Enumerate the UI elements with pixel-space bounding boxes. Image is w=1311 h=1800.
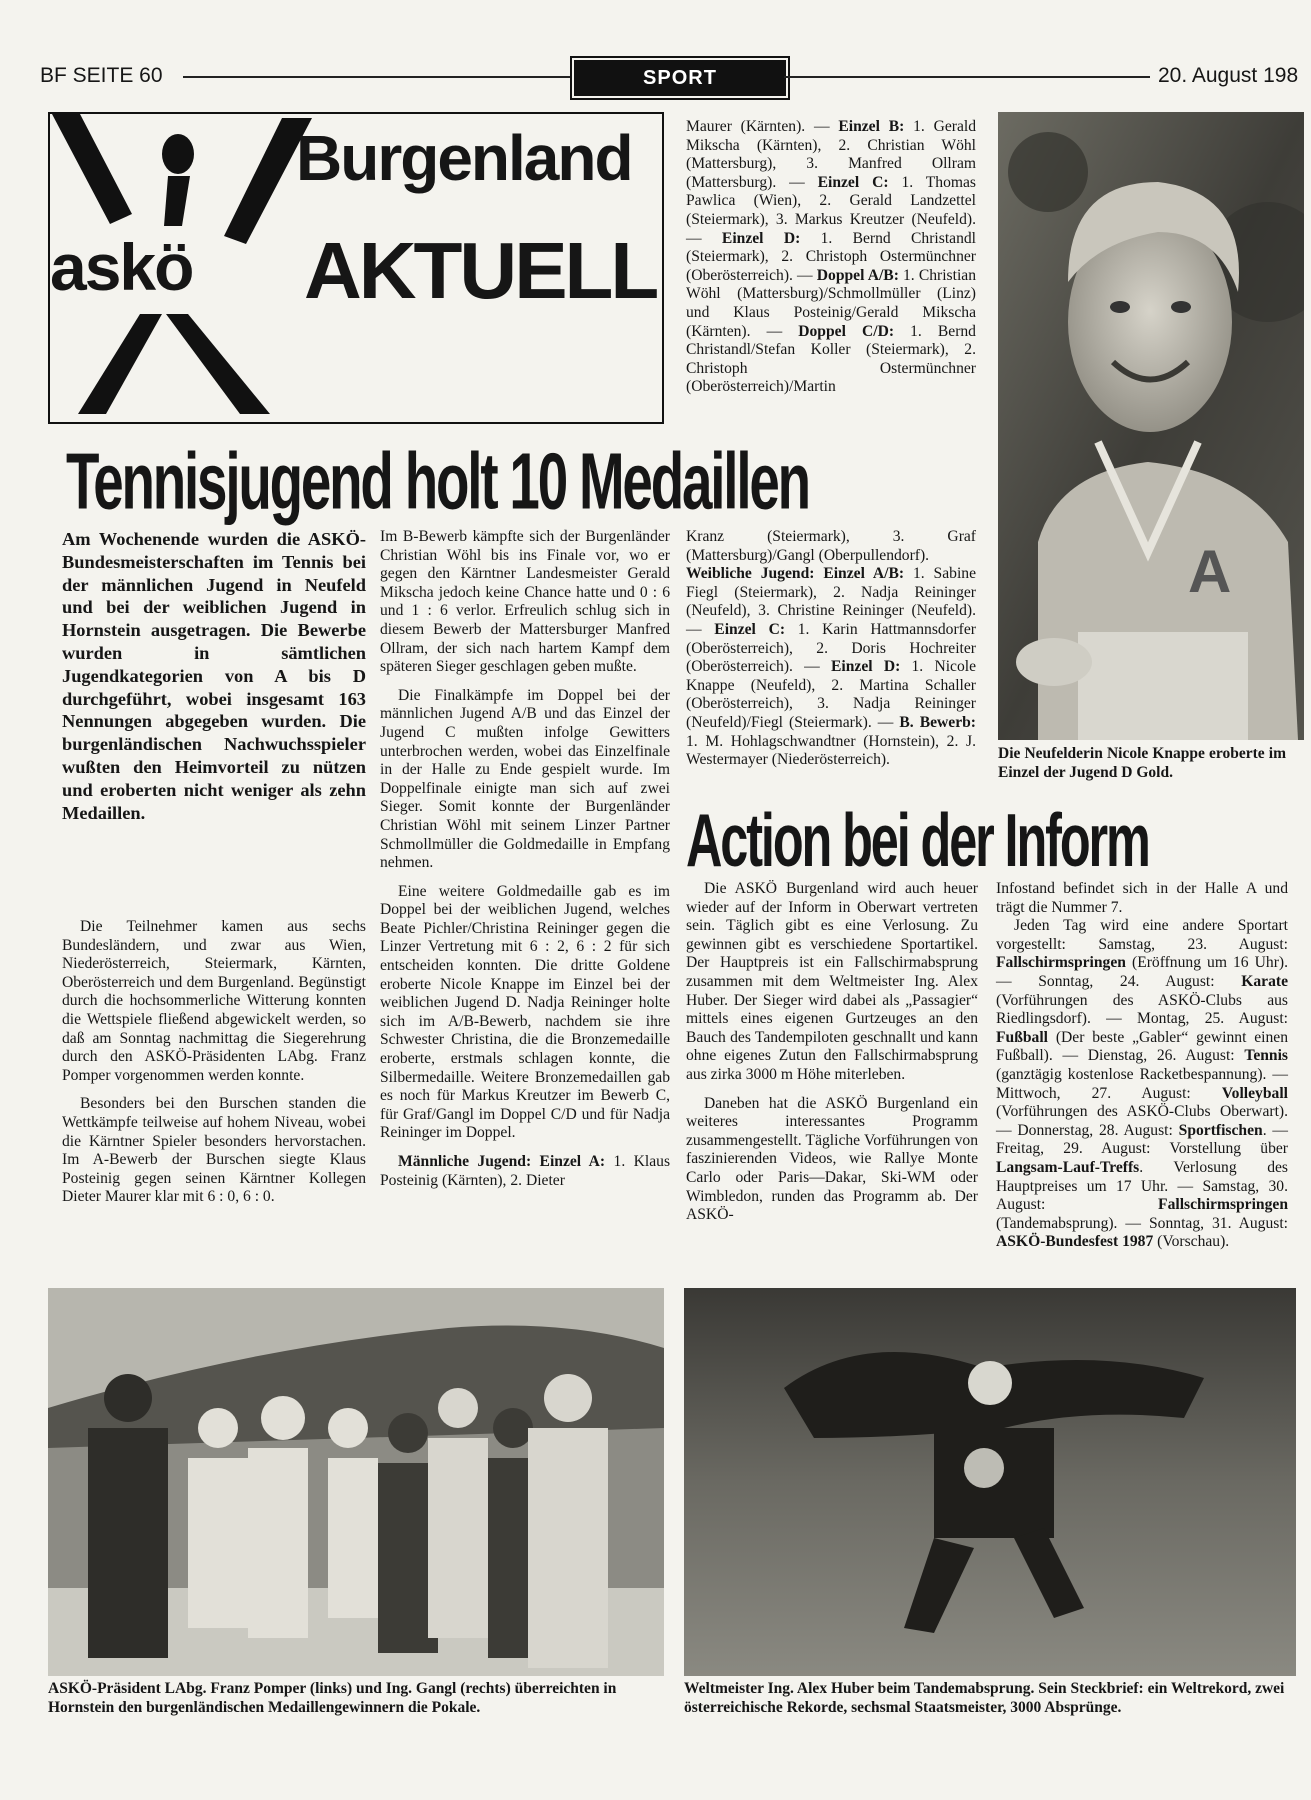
result-text: Jeden Tag wird eine andere Sportart vorgestellt: Samstag, 23. August: <box>996 917 1288 953</box>
result-label: Weibliche Jugend: Einzel A/B: <box>686 565 905 583</box>
tennis-col1 <box>62 918 366 1217</box>
result-label: ASKÖ-Bundesfest 1987 <box>996 1233 1154 1251</box>
result-text: Kranz (Steiermark), 3. Graf (Mattersburg)/Gangl (Oberpullendorf). <box>686 528 976 564</box>
result-label: Einzel C: <box>714 620 786 638</box>
result-label: Fallschirmspringen <box>1158 1196 1288 1214</box>
tennis-headline: Tennisjugend holt 10 Medaillen <box>66 436 809 527</box>
group-photo-image <box>48 1288 664 1676</box>
result-text: (Der beste „Gabler“ gewinnt einen Fußball). — Dienstag, 26. August: <box>996 1028 1288 1065</box>
inform-col2-intro: Infostand befindet sich in der Halle A und trägt die Nummer 7. <box>996 880 1288 916</box>
inform-schedule <box>996 917 1288 1252</box>
result-text: 1. M. Hohlagschwandtner (Hornstein), 2. J. Westermayer (Niederösterreich). <box>686 732 976 769</box>
inform-col1 <box>686 880 978 1235</box>
tennis-col2 <box>380 528 670 1190</box>
group-caption: ASKÖ-Präsident LAbg. Franz Pomper (links) und Ing. Gangl (rechts) überreichten in Hornstein den burgenländischen Medaillengewinnern die Pokale. <box>48 1680 617 1716</box>
result-text: (Vorführungen des ASKÖ-Clubs aus Riedlingsdorf). — Montag, 25. August: <box>996 991 1288 1028</box>
tennis-col2-para: Im B-Bewerb kämpfte sich der Burgenländer Christian Wöhl bis ins Finale vor, wo er gegen den Kärntner Landesmeister Gerald Mikscha jedoch keine Chance hatte und 0 : 6 und 1 : 6 verlor. Erfreulich schlug sich in diesem Bewerb der Mattersburger Manfred Ollram, der sich nach hartem Kampf dem späteren Sieger geschlagen geben mußte. <box>380 528 670 676</box>
result-label: Sportfischen <box>1178 1121 1263 1139</box>
tennis-col2-para: Eine weitere Goldmedaille gab es im Doppel bei der weiblichen Jugend, welches Beate Pichler/Christina Reininger gegen die Linzer Vertretung mit 6 : 2, 6 : 2 für sich entscheiden konnten. Die dritte Goldene eroberte Nicole Knappe im Einzel bei der weiblichen Jugend D. Nadja Reininger holte sich im A/B-Bewerb, nachdem sie ihre Schwester Christina, die die Bronzemedaille eroberte, erstmals schlagen konnte, die Silbermedaille. Weitere Bronzemedaillen gab es noch für Markus Kreutzer im Bewerb C, für Graf/Gangl im Doppel C/D und für Nadja Reininger im Doppel. <box>380 882 670 1142</box>
men-results-text: 1. Klaus Posteinig (Kärnten), 2. Dieter <box>380 1153 671 1189</box>
tennis-lead: Am Wochenende wurden die ASKÖ-Bundesmeisterschaften im Tennis bei der männlichen Jugend in Neufeld und bei der weiblichen Jugend in Hornstein ausgetragen. Die Bewerbe wurden in sämtlichen Jugendkategorien von A bis D durchgeführt, wobei insgesamt 163 Nennungen abgegeben wurden. Die burgenländischen Nachwuchsspieler wußten den Heimvorteil zu nützen und eroberten nicht weniger als zehn Medaillen. <box>62 529 366 823</box>
logo-aktuell: AKTUELL <box>304 226 657 315</box>
result-label: Einzel D: <box>831 658 901 676</box>
inform-col2 <box>996 880 1288 1252</box>
issue-date: 20. August 198 <box>1158 64 1299 87</box>
tennis-col3-results <box>686 528 976 770</box>
page-folio: BF SEITE 60 <box>40 64 163 87</box>
group-photo <box>48 1288 664 1676</box>
result-text: 1. Thomas Pawlica (Wien), 2. Gerald Landzettel (Steiermark), 3. Markus Kreutzer (Neufeld). — <box>686 173 976 247</box>
result-label: Doppel A/B: <box>816 266 899 284</box>
logo-burgenland: Burgenland <box>296 122 632 194</box>
skydive-photo <box>684 1288 1296 1676</box>
result-label: Langsam-Lauf-Treffs <box>996 1158 1140 1176</box>
result-text: 1. Christian Wöhl (Mattersburg)/Schmollmüller (Linz) und Klaus Posteinig/Gerald Mikscha (Kärnten). — <box>686 266 977 340</box>
result-label: Fußball <box>996 1028 1049 1046</box>
result-text: 1. Bernd Christandl (Steiermark), 2. Christoph Ostermünchner (Oberösterreich). — <box>686 229 976 284</box>
section-label: SPORT <box>574 60 786 96</box>
portrait-photo <box>998 112 1304 740</box>
result-text: (Tandemabsprung). — Sonntag, 31. August: <box>996 1214 1288 1232</box>
portrait-photo-image <box>998 112 1304 740</box>
asko-wordmark: askö <box>50 230 193 304</box>
skydive-photo-image <box>684 1288 1296 1676</box>
result-label: Fallschirmspringen <box>996 954 1126 972</box>
result-text: (Vorschau). <box>1153 1233 1230 1251</box>
result-label: Einzel C: <box>817 173 889 191</box>
portrait-caption: Die Neufelderin Nicole Knappe eroberte im Einzel der Jugend D Gold. <box>998 745 1286 781</box>
result-text: . Verlosung des Hauptpreises um 17 Uhr. — Samstag, 30. August: <box>996 1158 1288 1214</box>
tennis-col1-para: Die Teilnehmer kamen aus sechs Bundesländern, und zwar aus Wien, Niederösterreich, Steiermark, Kärnten, Oberösterreich und dem Burgenland. Begünstigt durch die hochsommerliche Witterung konnten die Wettspiele fließend abgewickelt werden, so daß am Sonntag nachmittag die Siegerehrung durch den ASKÖ-Präsidenten LAbg. Franz Pomper vorgenommen werden konnte. <box>62 918 366 1084</box>
result-text: (ganztägig kostenlose Racketbespannung). — Mittwoch, 27. August: <box>996 1065 1288 1102</box>
header-rule-right <box>784 76 1150 78</box>
skydive-caption: Weltmeister Ing. Alex Huber beim Tandemabsprung. Sein Steckbrief: ein Weltrekord, zwei österreichische Rekorde, sechsmal Staatsmeister, 3000 Absprünge. <box>684 1680 1285 1716</box>
result-text: 1. Sabine Fiegl (Steiermark), 2. Nadja Reininger (Neufeld), 3. Christine Reininger (Neufeld). — <box>686 565 976 638</box>
result-label: Karate <box>1241 972 1288 990</box>
result-label: Tennis <box>1244 1047 1288 1065</box>
result-label: Volleyball <box>1221 1084 1288 1102</box>
tennis-col2-para: Die Finalkämpfe im Doppel bei der männlichen Jugend A/B und das Einzel der Jugend C mußten infolge Gewitters unterbrochen werden, wobei das Einzelfinale in der Halle zu Ende gespielt wurde. Im Doppelfinale einigte man sich auf zwei Sieger. Somit konnte der Burgenländer Christian Wöhl mit seinem Linzer Partner Schmollmüller die Goldmedaille in Empfang nehmen. <box>380 686 670 872</box>
result-text: (Eröffnung um 16 Uhr). — Sonntag, 24. August: <box>996 954 1288 990</box>
result-label: Einzel D: <box>721 229 801 247</box>
svg-text:A: A <box>1188 538 1232 605</box>
results-continued-top <box>686 118 976 397</box>
result-label: B. Bewerb: <box>899 713 976 731</box>
header-rule-left <box>183 76 571 78</box>
inform-headline: Action bei der Inform <box>686 798 1149 883</box>
result-text: 1. Gerald Mikscha (Kärnten), 2. Christian Wöhl (Mattersburg), 3. Manfred Ollram (Mattersburg). — <box>686 118 977 191</box>
asko-logo-box <box>48 112 664 424</box>
tennis-col1-para: Besonders bei den Burschen standen die Wettkämpfe teilweise auf hohem Niveau, wobei die Kärntner Spieler besonders hervorstachen. Im A-Bewerb der Burschen siegte Klaus Posteinig gegen seinen Kärntner Kollegen Dieter Maurer klar mit 6 : 0, 6 : 0. <box>62 1095 366 1206</box>
result-text: . — Freitag, 29. August: Vorstellung über <box>996 1121 1288 1158</box>
inform-col1-para: Die ASKÖ Burgenland wird auch heuer wieder auf der Inform in Oberwart vertreten sein. Täglich gibt es eine Verlosung. Zu gewinnen gibt es verschiedene Sportartikel. Der Hauptpreis ist ein Fallschirmabsprung zusammen mit dem Weltmeister Ing. Alex Huber. Der Sieger wird dabei als „Passagier“ mittels eines eigenen Gurtzeuges an den Bauch des Tandempiloten geschnallt und kann ohne eigenes Zutun den Fallschirmabsprung aus zirka 3000 m Höhe miterleben. <box>686 880 978 1083</box>
result-text: (Vorführungen des ASKÖ-Clubs Oberwart). — Donnerstag, 28. August: <box>996 1103 1288 1139</box>
result-label: Doppel C/D: <box>798 322 895 340</box>
men-results-label: Männliche Jugend: Einzel A: <box>398 1153 606 1170</box>
result-text: 1. Bernd Christandl/Stefan Koller (Steiermark), 2. Christoph Ostermünchner (Oberösterreich)/Martin <box>686 322 976 396</box>
result-text: 1. Karin Hattmannsdorfer (Oberösterreich), 2. Doris Hochreiter (Oberösterreich). — <box>686 620 976 676</box>
result-label: Einzel B: <box>838 118 905 135</box>
result-text: 1. Nicole Knappe (Neufeld), 2. Martina Schaller (Oberösterreich), 3. Nadja Reininger (Neufeld)/Fiegl (Steiermark). — <box>686 658 977 731</box>
inform-col1-para: Daneben hat die ASKÖ Burgenland ein weiteres interessantes Programm zusammengestellt. Tägliche Vorführungen von faszinierenden Videos, wie Rallye Monte Carlo oder Paris—Dakar, Ski-WM oder Wimbledon, runden das Programm ab. Der ASKÖ- <box>686 1094 978 1224</box>
result-text: Maurer (Kärnten). — <box>686 118 839 135</box>
